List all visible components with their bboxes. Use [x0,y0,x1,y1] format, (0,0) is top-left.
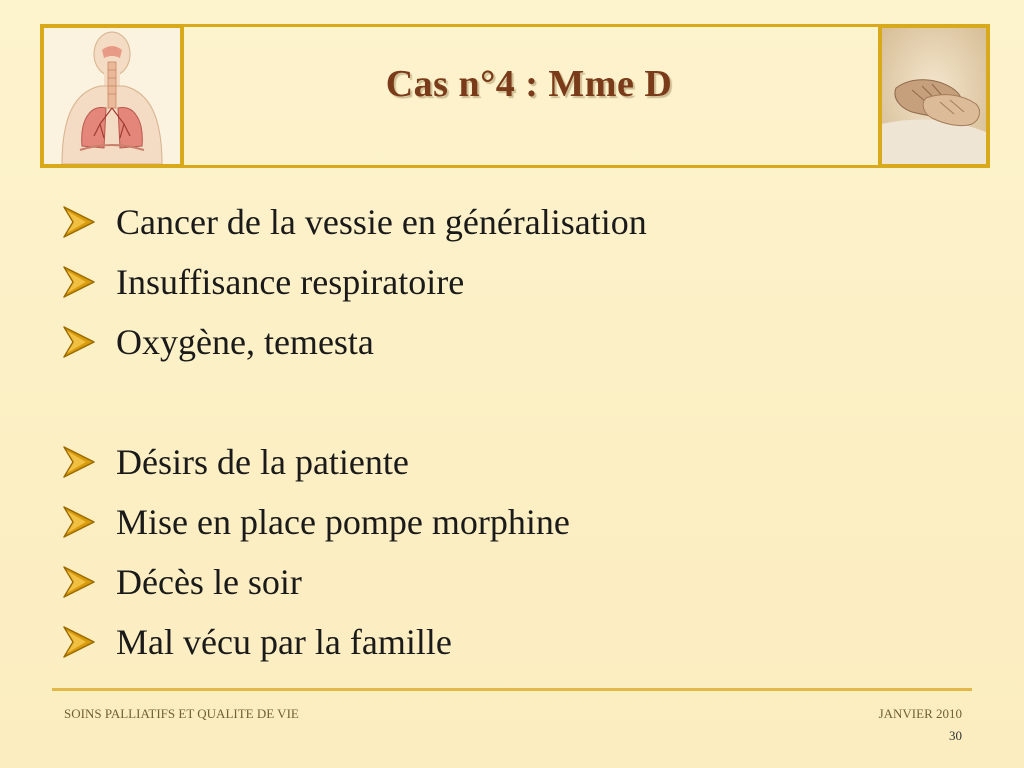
bullet-text: Insuffisance respiratoire [116,262,465,302]
footer-divider [52,688,972,691]
bullet-text: Mise en place pompe morphine [116,502,570,542]
list-item [62,552,962,612]
slide-title: Cas n°4 : Mme D [385,63,673,105]
lungs-icon [44,28,180,164]
holding-hands-image [878,24,990,168]
arrow-right-icon [62,265,96,299]
arrow-right-icon [62,325,96,359]
arrow-right-icon [62,565,96,599]
footer-title: SOINS PALLIATIFS ET QUALITE DE VIE [64,706,299,721]
bullet-text: Cancer de la vessie en généralisation [116,202,647,242]
arrow-right-icon [62,205,96,239]
bullet-list [62,192,962,672]
bullet-text: Désirs de la patiente [116,442,409,482]
respiratory-system-image [40,24,184,168]
arrow-right-icon [62,445,96,479]
arrow-right-icon [62,505,96,539]
list-item [62,312,962,372]
hands-icon [882,28,986,164]
bullet-text: Mal vécu par la famille [116,622,452,662]
list-item [62,252,962,312]
list-item [62,612,962,672]
footer-date: JANVIER 2010 [878,706,962,721]
bullet-text: Décès le soir [116,562,302,602]
list-item [62,492,962,552]
list-item [62,432,962,492]
arrow-right-icon [62,625,96,659]
bullet-text: Oxygène, temesta [116,322,374,362]
list-item [62,192,962,252]
list-spacer [62,372,962,432]
page-number: 30 [949,728,962,743]
